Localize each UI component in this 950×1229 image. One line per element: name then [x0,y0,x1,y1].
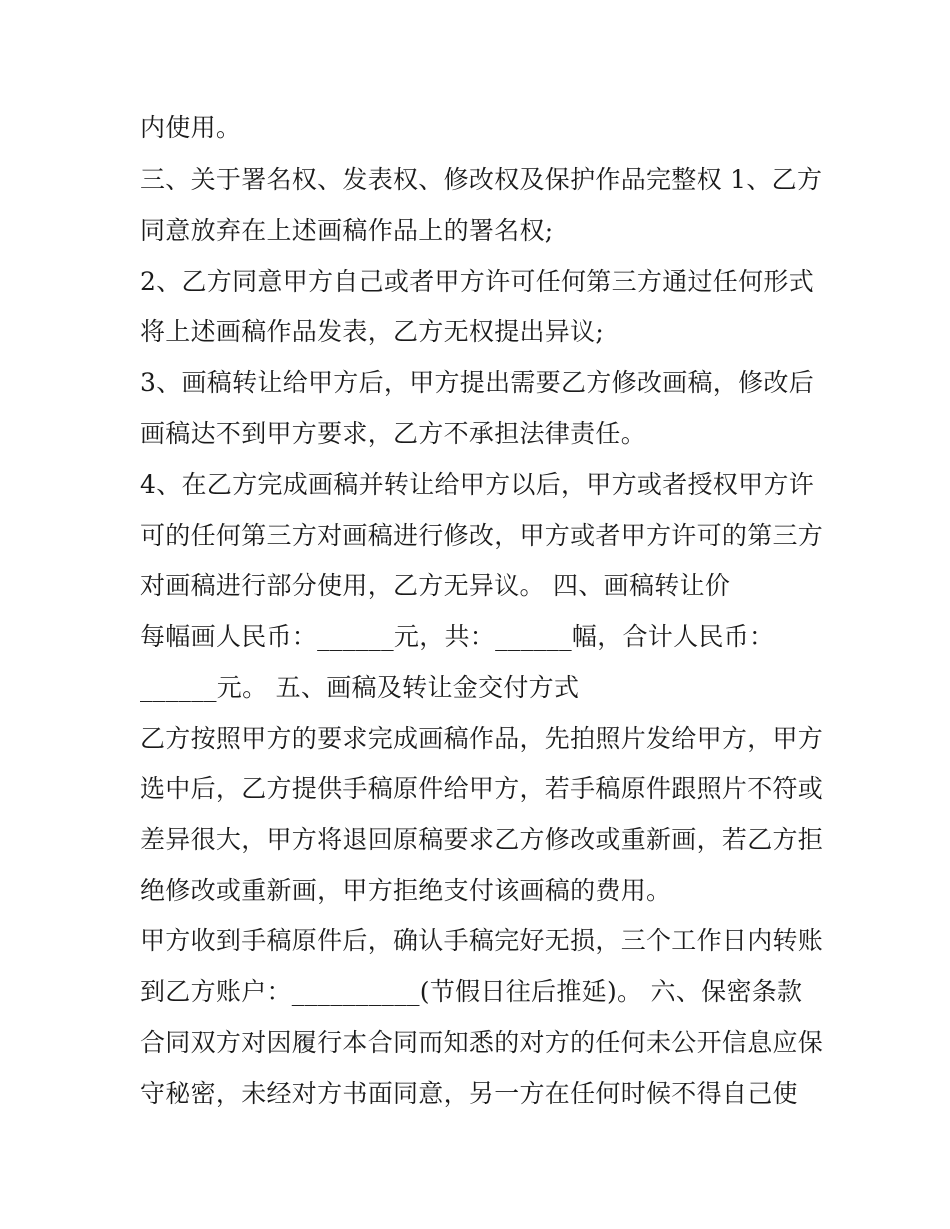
text-line: 合同双方对因履行本合同而知悉的对方的任何未公开信息应保 [140,1028,824,1057]
text-line: 到乙方账户：__________(节假日往后推延)。 六、保密条款 [140,977,803,1006]
text-line: 守秘密，未经对方书面同意，另一方在任何时候不得自己使 [140,1079,798,1108]
text-line: 将上述画稿作品发表，乙方无权提出异议; [140,317,605,346]
text-line: 同意放弃在上述画稿作品上的署名权; [140,216,554,245]
text-line: 三、关于署名权、发表权、修改权及保护作品完整权 1、乙方 [140,165,823,194]
text-line: 甲方收到手稿原件后，确认手稿完好无损，三个工作日内转账 [140,926,824,955]
text-line: 画稿达不到甲方要求，乙方不承担法律责任。 [140,419,647,448]
text-line: 可的任何第三方对画稿进行修改，甲方或者甲方许可的第三方 [140,521,824,550]
text-line: 绝修改或重新画，甲方拒绝支付该画稿的费用。 [140,876,672,905]
text-line: 差异很大，甲方将退回原稿要求乙方修改或重新画，若乙方拒 [140,825,824,854]
text-line: 2、乙方同意甲方自己或者甲方许可任何第三方通过任何形式 [140,267,815,296]
text-line: ______元。 五、画稿及转让金交付方式 [140,673,580,702]
text-line: 4、在乙方完成画稿并转让给甲方以后，甲方或者授权甲方许 [140,470,815,499]
text-line: 乙方按照甲方的要求完成画稿作品，先拍照片发给甲方，甲方 [140,724,824,753]
text-line: 3、画稿转让给甲方后，甲方提出需要乙方修改画稿，修改后 [140,368,815,397]
text-line: 每幅画人民币：______元，共：______幅，合计人民币： [140,622,775,651]
text-line: 对画稿进行部分使用，乙方无异议。 四、画稿转让价 [140,571,731,600]
text-line: 内使用。 [140,113,242,142]
text-line: 选中后，乙方提供手稿原件给甲方，若手稿原件跟照片不符或 [140,774,824,803]
